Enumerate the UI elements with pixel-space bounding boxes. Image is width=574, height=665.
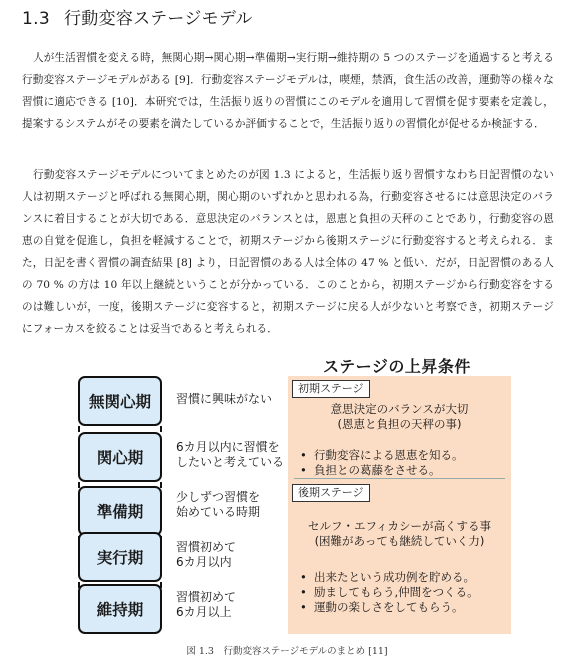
list-item: • 運動の楽しさをしてもらう。 [300,600,479,615]
stage-desc-line: したいと考えている [176,455,285,469]
stage-desc-line: 始めている時期 [176,505,261,519]
figure-caption: 図 1.3 行動変容ステージモデルのまとめ [11] [186,646,388,657]
late-bullet-list [300,570,479,615]
stage-model-figure [72,352,516,634]
late-condition-sub: (困難があっても継続していく力) [314,534,485,548]
early-stage-tag: 初期ステージ [292,380,370,398]
list-item: • 行動変容による恩恵を知る。 [300,448,464,463]
stage-desc-line: 6カ月以内 [176,555,232,569]
late-stage-tag: 後期ステージ [292,484,370,502]
stage-desc-contemplation [176,440,284,470]
early-bullet-list [300,448,464,478]
stage-box-preparation: 準備期 [78,486,162,536]
stage-desc-preparation [176,490,260,520]
stage-desc-line: 習慣に興味がない [176,392,273,406]
list-item: • 負担との葛藤をさせる。 [300,463,464,478]
section-title: 行動変容ステージモデル [63,9,253,29]
stage-desc-line: 6カ月以上 [176,605,232,619]
paragraph: 行動変容ステージモデルについてまとめたのが図 1.3 によると，生活振り返り習慣すなわち日記習慣のない人は初期ステージと呼ばれる無関心期，関心期のいずれかと思われる為，行動変容させるには意思決定のバランスに着目することが大切である．意思決定のバランスとは，恩恵と負担の天秤のことであり，行動変容の恩恵の自覚を促進し，負担を軽減することで，初期ステージから後期ステージに行動変容すると考えられる．また，日記を書く習慣の調査結果 [8] より，日記習慣のある人は全体の 47 % と低い．だが，日記習慣のある人の 70 % の方は 10 年以上継続ということが分かっている．このことから，初期ステージから行動変容をするのは難しいが，一度，後期ステージに変容すると，初期ステージに戻る人が少ないと考察でき，初期ステージにフォーカスを絞ることは妥当であると考えられる． [22,168,554,335]
stage-desc-maintenance [176,590,236,620]
section-heading [22,4,253,29]
early-condition-sub: (恩恵と負担の天秤の事) [337,417,462,431]
stage-box-precontemplation: 無関心期 [78,376,162,426]
conditions-title: ステージの上昇条件 [323,357,471,376]
late-condition-main: セルフ・エフィカシーが高くする事 [307,519,492,533]
stage-desc-line: 習慣初めて [176,540,237,554]
section-number: 1.3 [22,9,50,29]
stage-desc-line: 少しずつ習慣を [176,490,261,504]
stage-desc-line: 6カ月以内に習慣を [176,440,280,454]
stage-box-contemplation: 関心期 [78,432,162,482]
list-item: • 励ましてもらう,仲間をつくる。 [300,585,479,600]
stage-desc-precontemplation [176,392,272,407]
stage-box-maintenance: 維持期 [78,584,162,634]
stage-box-action: 実行期 [78,532,162,582]
early-condition-main: 意思決定のバランスが大切 [330,402,469,416]
stage-desc-line: 習慣初めて [176,590,237,604]
paragraph: 人が生活習慣を変える時，無関心期→関心期→準備期→実行期→維持期の 5 つのステージを通過すると考える行動変容ステージモデルがある [9]．行動変容ステージモデルは，喫煙，禁酒，食生活の改善，運動等の様々な習慣に適応できる [10]．本研究では，生活振り返りの習慣にこのモデルを適用して習慣を促す要素を定義し，提案するシステムがその要素を満たしているか評価することで，生活振り返りの習慣化が促せるか検証する． [22,51,554,130]
stage-desc-action [176,540,236,570]
divider [294,478,505,479]
list-item: • 出来たという成功例を貯める。 [300,570,479,585]
